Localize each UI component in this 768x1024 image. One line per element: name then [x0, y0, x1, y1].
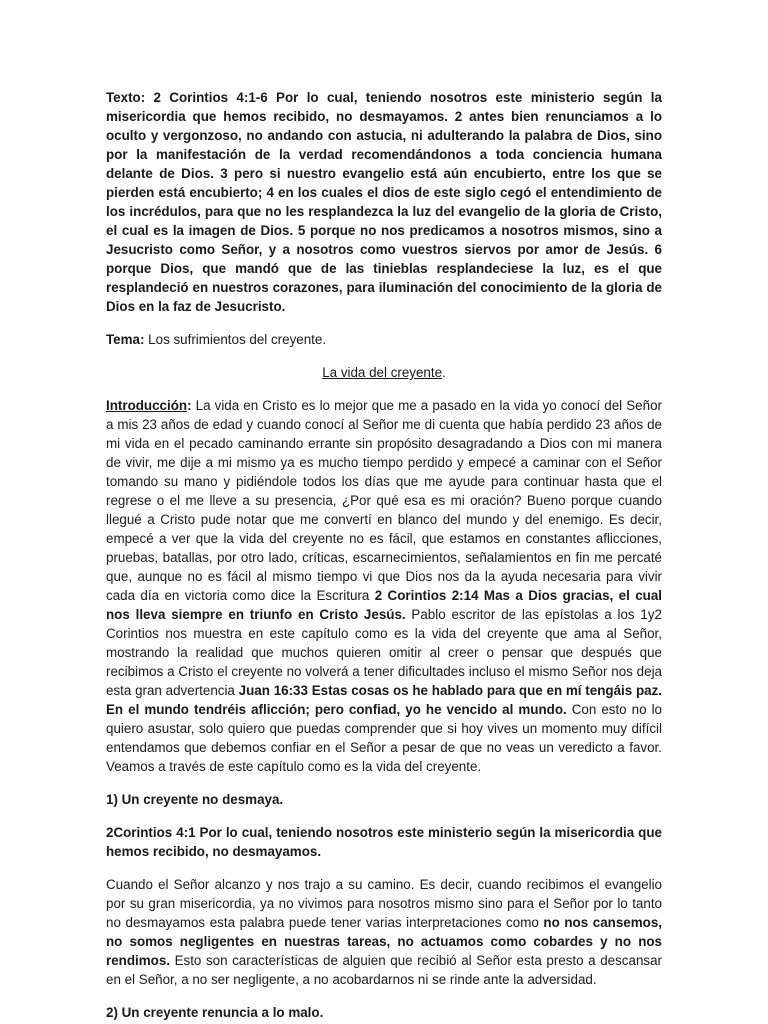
sermon-title-text: La vida del creyente: [322, 365, 443, 380]
introduction-text-3: Con esto no lo quiero asustar, solo quiero que puedas comprender que si hoy vives un momento muy difícil entendamos que debemos confiar en el Señor a pesar de que no veas un veredicto a favor. Veamos a través de este capítulo como es la vida del creyente.: [106, 702, 662, 774]
text-label: Texto: 2 Corintios 4:1-6: [106, 90, 268, 105]
introduction-label: Introducción: [106, 398, 188, 413]
introduction-text-1: La vida en Cristo es lo mejor que me a pasado en la vida yo conocí del Señor a mis 23 años de edad y cuando conocí al Señor me di cuenta que había perdido 23 años de mi vida en el pecado caminando errante sin propósito desagradando a Dios con mi manera de vivir, me dije a mi mismo ya es mucho tiempo perdido y empecé a caminar con el Señor tomando su mano y pidiéndole todos los días que me ayude para continuar hasta que el regrese o el me lleve a su presencia, ¿Por qué esa es mi oración? Bueno porque cuando llegué a Cristo pude notar que me convertí en blanco del mundo y del enemigo. Es decir, empecé a ver que la vida del creyente no es fácil, que estamos en constantes aflicciones, pruebas, batallas, por otro lado, críticas, escarnecimientos, señalamientos en fin me percaté que, aunque no es fácil al mismo tiempo vi que Dios nos da la ayuda necesaria para vivir cada día en victoria como dice la Escritura: [106, 398, 662, 603]
introduction-paragraph: [106, 396, 662, 776]
introduction-text-2: Pablo escritor de las epístolas a los 1y2 Corintios nos muestra en este capítulo como es la vida del creyente que ama al Señor, mostrando la realidad que muchos quieren omitir al creer o pensar que después que recibimos a Cristo el creyente no volverá a tener dificultades incluso el mismo Señor nos deja esta gran advertencia: [106, 607, 662, 698]
theme-label: Tema:: [106, 332, 145, 347]
theme-paragraph: [106, 330, 662, 349]
theme-value: Los sufrimientos del creyente.: [144, 332, 327, 347]
sermon-title-period: .: [442, 365, 446, 380]
point-1-paragraph: [106, 875, 662, 989]
point-1-heading: 1) Un creyente no desmaya.: [106, 792, 284, 807]
point-1-verse: 2Corintios 4:1 Por lo cual, teniendo nosotros este ministerio según la misericordia que hemos recibido, no desmayamos.: [106, 825, 662, 859]
introduction-colon: :: [187, 398, 192, 413]
sermon-title: [106, 363, 662, 382]
introduction-verse-1: 2 Corintios 2:14 Mas a Dios gracias, el cual nos lleva siempre en triunfo en Cristo Jesús.: [106, 588, 662, 622]
point-2-heading: 2) Un creyente renuncia a lo malo.: [106, 1005, 324, 1020]
point-1-text-2: Esto son características de alguien que recibió al Señor esta presto a descansar en el Señor, a no ser negligente, a no acobardarnos ni se rinde ante la adversidad.: [106, 953, 662, 987]
point-1-emphasis: no nos cansemos, no somos negligentes en nuestras tareas, no actuamos como cobardes y no nos rendimos.: [106, 915, 662, 968]
introduction-verse-2: Juan 16:33 Estas cosas os he hablado para que en mí tengáis paz. En el mundo tendréis aflicción; pero confiad, yo he vencido al mundo.: [106, 683, 662, 717]
point-1-text-1: Cuando el Señor alcanzo y nos trajo a su camino. Es decir, cuando recibimos el evangelio por su gran misericordia, ya no vivimos para nosotros mismo sino para el Señor por lo tanto no desmayamos esta palabra puede tener varias interpretaciones como: [106, 877, 662, 930]
text-paragraph: [106, 88, 662, 316]
text-body: Por lo cual, teniendo nosotros este ministerio según la misericordia que hemos recibido, no desmayamos. 2 antes bien renunciamos a lo oculto y vergonzoso, no andando con astucia, ni adulterando la palabra de Dios, sino por la manifestación de la verdad recomendándonos a toda conciencia humana delante de Dios. 3 pero si nuestro evangelio está aún encubierto, entre los que se pierden está encubierto; 4 en los cuales el dios de este siglo cegó el entendimiento de los incrédulos, para que no les resplandezca la luz del evangelio de la gloria de Cristo, el cual es la imagen de Dios. 5 porque no nos predicamos a nosotros mismos, sino a Jesucristo como Señor, y a nosotros como vuestros siervos por amor de Jesús. 6 porque Dios, que mandó que de las tinieblas resplandeciese la luz, es el que resplandeció en nuestros corazones, para iluminación del conocimiento de la gloria de Dios en la faz de Jesucristo.: [106, 90, 662, 314]
